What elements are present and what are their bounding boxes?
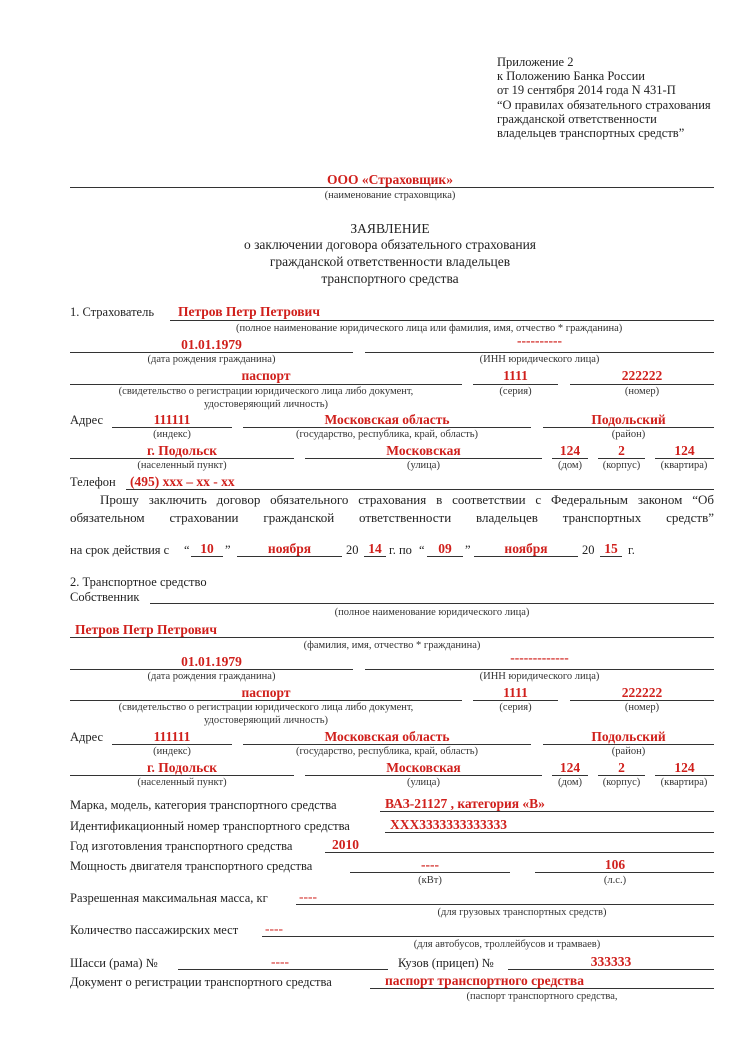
- appendix-line-1: Приложение 2: [497, 55, 574, 69]
- appendix-line-2: к Положению Банка России: [497, 69, 645, 83]
- owner-doc-line: [70, 700, 462, 701]
- series-line: [473, 384, 558, 385]
- insured-inn: ----------: [517, 333, 562, 348]
- term-day-to: 09: [438, 541, 452, 556]
- owner-name: Петров Петр Петрович: [75, 622, 217, 637]
- seats-label: Количество пассажирских мест: [70, 923, 239, 937]
- mass-caption: (для грузовых транспортных средств): [437, 907, 607, 918]
- inn-caption: (ИНН юридического лица): [479, 354, 600, 365]
- address-region: Московская область: [324, 412, 450, 427]
- insured-series: 1111: [503, 368, 528, 383]
- building-line: [598, 458, 645, 459]
- term-month-from: ноября: [267, 541, 312, 556]
- owner-house: 124: [559, 760, 581, 775]
- chassis-line: [178, 969, 388, 970]
- quote-open-2: “: [419, 543, 425, 557]
- term-yr-from: 20: [346, 543, 359, 557]
- vehicle-regdoc: паспорт транспортного средства: [385, 973, 584, 988]
- owner-doc: паспорт: [241, 685, 291, 700]
- year-to-line: [600, 556, 622, 557]
- owner-doc-caption-2: удостоверяющий личность): [203, 715, 329, 726]
- owner-street: Московская: [386, 760, 461, 775]
- term-year-from: 14: [368, 541, 382, 556]
- appendix-line-3: от 19 сентября 2014 года N 431-П: [497, 83, 676, 97]
- owner-doc-caption-1: (свидетельство о регистрации юридического лица либо документ,: [118, 702, 414, 713]
- owner-label: Собственник: [70, 590, 140, 604]
- mass-label: Разрешенная максимальная масса, кг: [70, 891, 268, 905]
- owner-region-line: [243, 744, 531, 745]
- insurer-caption: (наименование страховщика): [324, 190, 456, 201]
- power-hp: 106: [604, 857, 626, 872]
- address-apartment: 124: [674, 443, 695, 458]
- term-year-to: 15: [604, 541, 618, 556]
- owner-region-caption: (государство, республика, край, область): [295, 746, 479, 757]
- title-sub-3: транспортного средства: [321, 271, 459, 286]
- owner-apartment-line: [655, 775, 714, 776]
- owner-index-line: [112, 744, 232, 745]
- term-yr-to: 20: [582, 543, 595, 557]
- doc-caption-2: удостоверяющий личность): [203, 399, 329, 410]
- phone-label: Телефон: [70, 475, 116, 489]
- owner-number-caption: (номер): [624, 702, 660, 713]
- body-label: Кузов (прицеп) №: [398, 956, 494, 970]
- quote-close-2: ”: [465, 543, 471, 557]
- day-from-line: [191, 556, 223, 557]
- vehicle-make: ВАЗ-21127 , категория «В»: [385, 796, 545, 811]
- owner-index: 111111: [153, 729, 191, 744]
- building-caption: (корпус): [602, 460, 641, 471]
- region-caption: (государство, республика, край, область): [295, 429, 479, 440]
- street-caption: (улица): [407, 460, 440, 471]
- make-label: Марка, модель, категория транспортного средства: [70, 798, 337, 812]
- index-line: [112, 427, 232, 428]
- dob-caption: (дата рождения гражданина): [147, 354, 276, 365]
- phone-value: (495) ххх – хх - хх: [130, 474, 235, 489]
- address-district: Подольский: [591, 412, 666, 427]
- owner-house-caption: (дом): [557, 777, 583, 788]
- owner-dob: 01.01.1979: [181, 654, 242, 669]
- owner-number-line: [570, 700, 714, 701]
- owner-name-caption: (фамилия, имя, отчество * гражданина): [303, 640, 481, 651]
- mass-line: [296, 904, 714, 905]
- appendix-line-5: гражданской ответственности: [497, 112, 657, 126]
- chassis-label: Шасси (рама) №: [70, 956, 158, 970]
- owner-name-line: [70, 637, 714, 638]
- insured-name-line: [170, 320, 714, 321]
- seats-line: [262, 936, 714, 937]
- regdoc-label: Документ о регистрации транспортного средства: [70, 975, 332, 989]
- quote-open-1: “: [184, 543, 190, 557]
- owner-series-caption: (серия): [499, 702, 532, 713]
- kw-caption: (кВт): [418, 875, 442, 886]
- insured-name: Петров Петр Петрович: [178, 304, 320, 319]
- city-line: [70, 458, 294, 459]
- term-prefix: на срок действия с: [70, 543, 170, 557]
- address-city: г. Подольск: [146, 443, 218, 458]
- dob-line: [70, 352, 353, 353]
- insurer-name: ООО «Страховщик»: [327, 172, 453, 187]
- vehicle-year: 2010: [332, 837, 359, 852]
- address-index: 111111: [153, 412, 191, 427]
- term-day-from: 10: [200, 541, 214, 556]
- address-street: Московская: [386, 443, 461, 458]
- doc-caption-1: (свидетельство о регистрации юридического лица либо документ,: [118, 386, 414, 397]
- series-caption: (серия): [499, 386, 532, 397]
- number-line: [570, 384, 714, 385]
- owner-city: г. Подольск: [146, 760, 218, 775]
- vehicle-seats: ----: [265, 921, 283, 936]
- city-caption: (населенный пункт): [137, 460, 227, 471]
- owner-index-caption: (индекс): [153, 746, 191, 757]
- owner-district-line: [543, 744, 714, 745]
- owner-district: Подольский: [591, 729, 666, 744]
- address-building: 2: [618, 443, 625, 458]
- vin-label: Идентификационный номер транспортного средства: [70, 819, 350, 833]
- insurer-underline: [70, 187, 714, 188]
- index-caption: (индекс): [153, 429, 191, 440]
- regdoc-line: [370, 988, 714, 989]
- vehicle-chassis: ----: [271, 954, 289, 969]
- owner-region: Московская область: [324, 729, 450, 744]
- owner-dob-line: [70, 669, 353, 670]
- regdoc-caption: (паспорт транспортного средства,: [466, 991, 618, 1002]
- power-label: Мощность двигателя транспортного средства: [70, 859, 313, 873]
- house-caption: (дом): [557, 460, 583, 471]
- district-line: [543, 427, 714, 428]
- owner-series-line: [473, 700, 558, 701]
- power-kw: ----: [421, 857, 439, 872]
- term-month-to: ноября: [504, 541, 548, 556]
- appendix-line-6: владельцев транспортных средств”: [497, 126, 685, 140]
- apartment-line: [655, 458, 714, 459]
- vehicle-mass: ----: [299, 889, 317, 904]
- doc-line: [70, 384, 462, 385]
- owner-apartment: 124: [674, 760, 695, 775]
- owner-line: [150, 603, 714, 604]
- apartment-caption: (квартира): [660, 460, 708, 471]
- year-label: Год изготовления транспортного средства: [70, 839, 293, 853]
- owner-street-line: [305, 775, 542, 776]
- seats-caption: (для автобусов, троллейбусов и трамваев): [413, 939, 601, 950]
- insured-name-caption: (полное наименование юридического лица или фамилия, имя, отчество * гражданина): [236, 323, 623, 334]
- owner-district-caption: (район): [611, 746, 646, 757]
- day-to-line: [427, 556, 463, 557]
- quote-close-1: ”: [225, 543, 231, 557]
- title-sub-1: о заключении договора обязательного страхования: [243, 237, 537, 252]
- section2-label: 2. Транспортное средство: [70, 575, 207, 589]
- term-g-po: г. по: [389, 543, 412, 557]
- owner-series: 1111: [503, 685, 528, 700]
- request-line-1: Прошу заключить договор обязательного страхования в соответствии с Федеральным законом “Об: [100, 492, 714, 507]
- document-title: ЗАЯВЛЕНИЕ: [350, 221, 430, 236]
- power-kw-line: [350, 872, 510, 873]
- insured-dob: 01.01.1979: [181, 337, 242, 352]
- insured-number: 222222: [621, 368, 663, 383]
- owner-building: 2: [618, 760, 625, 775]
- year-from-line: [364, 556, 386, 557]
- hp-caption: (л.с.): [603, 875, 627, 886]
- owner-building-caption: (корпус): [602, 777, 641, 788]
- house-line: [552, 458, 588, 459]
- term-g-end: г.: [628, 543, 635, 557]
- owner-inn: -------------: [510, 650, 569, 665]
- owner-house-line: [552, 775, 588, 776]
- owner-number: 222222: [621, 685, 663, 700]
- number-caption: (номер): [624, 386, 660, 397]
- month-to-line: [474, 556, 578, 557]
- region-line: [243, 427, 531, 428]
- phone-line: [126, 489, 714, 490]
- vehicle-body: 333333: [590, 954, 632, 969]
- street-line: [305, 458, 542, 459]
- address-house: 124: [559, 443, 581, 458]
- owner-inn-caption: (ИНН юридического лица): [479, 671, 600, 682]
- power-hp-line: [535, 872, 714, 873]
- owner-city-line: [70, 775, 294, 776]
- owner-building-line: [598, 775, 645, 776]
- owner-city-caption: (населенный пункт): [137, 777, 227, 788]
- owner-dob-caption: (дата рождения гражданина): [147, 671, 276, 682]
- vin-line: [385, 832, 714, 833]
- make-line: [380, 811, 714, 812]
- owner-caption: (полное наименование юридического лица): [334, 607, 530, 618]
- appendix-line-4: “О правилах обязательного страхования: [497, 98, 711, 112]
- title-sub-2: гражданской ответственности владельцев: [269, 254, 511, 269]
- body-line: [508, 969, 714, 970]
- month-from-line: [237, 556, 342, 557]
- request-line-2: обязательном страховании гражданской ответственности владельцев транспортных средств”: [70, 510, 714, 525]
- inn-line: [365, 352, 714, 353]
- vehicle-vin: ХХХ3333333333333: [390, 817, 507, 832]
- year-line: [325, 852, 714, 853]
- owner-apartment-caption: (квартира): [660, 777, 708, 788]
- section1-label: 1. Страхователь: [70, 305, 155, 319]
- address-label: Адрес: [70, 413, 104, 427]
- owner-street-caption: (улица): [407, 777, 440, 788]
- insured-doc: паспорт: [241, 368, 291, 383]
- owner-address-label: Адрес: [70, 730, 104, 744]
- district-caption: (район): [611, 429, 646, 440]
- owner-inn-line: [365, 669, 714, 670]
